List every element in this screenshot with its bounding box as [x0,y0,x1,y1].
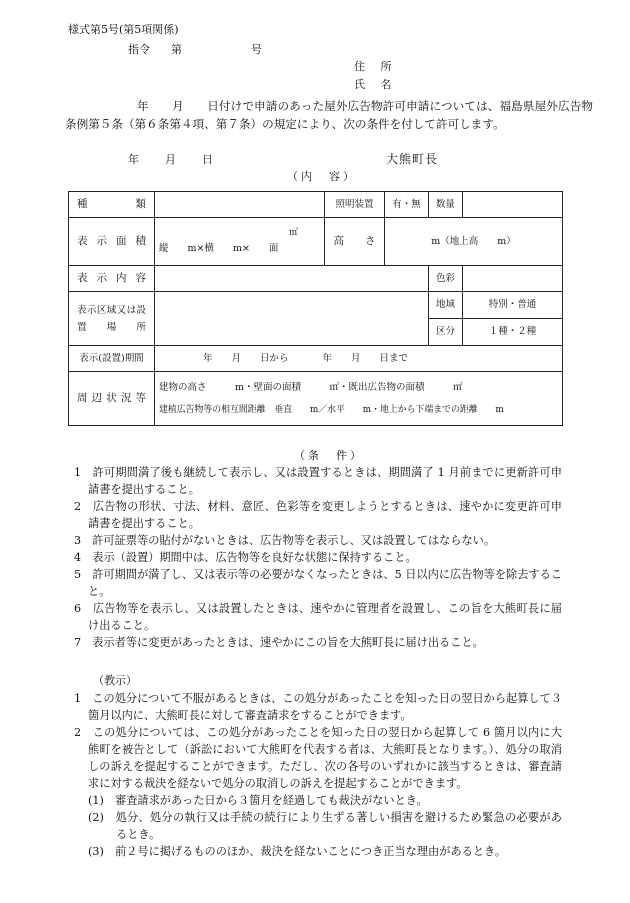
table-row [69,346,563,372]
quantity-value-cell [463,192,563,218]
region-label: 地域 [429,292,463,319]
permit-content-table [68,191,563,426]
color-value-cell [463,266,563,292]
type-label: 種類 [69,192,155,218]
list-subitem: (3) 前２号に掲げるもののほか、裁決を経ないことにつき正当な理由があるとき。 [88,845,506,858]
lighting-label: 照明装置 [325,192,385,218]
order-number-line [128,44,262,55]
issuer-name: 大熊町長 [386,152,439,166]
conditions-title: （条 件） [294,449,364,462]
order-shirei: 指令 [128,43,150,56]
conditions-list [74,464,562,651]
table-row [69,292,563,319]
issue-month: 月 [165,153,176,166]
issue-year: 年 [128,153,139,166]
notice-title: （教示） [93,674,137,687]
height-value: m（地上高 m） [385,218,563,266]
address-label: 住 所 [354,60,398,73]
table-row [69,372,563,426]
period-value-cell [155,346,563,372]
area-label: 表示面積 [69,218,155,266]
issue-day: 日 [202,153,213,166]
table-row [69,192,563,218]
list-item: 6 広告物等を表示し、又は設置したときは、速やかに管理者を設置し、この旨を大熊町長に届け出ること。 [74,602,562,632]
content-value-cell [155,266,429,292]
zone-value-cell [155,292,429,346]
period-from: 年 月 日から [203,352,289,364]
form-number: 様式第5号(第5項関係) [68,23,179,36]
list-item: 5 許可期間が満了し、又は表示等の必要がなくなったときは、5 日以内に広告物等を除去すること。 [74,568,562,598]
surround-line-1: 建物の高さ m・壁面の面積 ㎡・既出広告物の面積 ㎡ [159,381,463,393]
list-item: 1 許可期間満了後も継続して表示し、又は設置するときは、期間満了 1 月前までに更新許可申請書を提出すること。 [74,466,562,496]
area-formula: 縦 m×横 m× 面 [159,243,279,255]
order-dai: 第 [171,43,182,56]
order-go: 号 [251,43,262,56]
list-item: 1 この処分について不服があるときは、この処分があったことを知った日の翌日から起算して３箇月以内に、大熊町長に対して審査請求をすることができます。 [74,692,562,722]
period-label: 表示(設置)期間 [69,346,155,372]
list-item: 3 許可証票等の貼付がないときは、広告物等を表示し、又は設置してはならない。 [74,534,496,547]
list-item: 7 表示者等に変更があったときは、速やかにこの旨を大熊町長に届け出ること。 [74,636,484,649]
list-item: 2 この処分については、この処分があったことを知った日の翌日から起算して 6 箇月以内に大熊町を被告として（訴訟において大熊町を代表する者は、大熊町長となります。）、処分の取消しの訴えを提起することができます。ただし、次の各号のいずれかに該当するときは、審査請求に対する裁決を経ないで処分の取消しの訴えを提起することができます。 [74,726,562,790]
color-label: 色彩 [429,266,463,292]
zone-label: 表示区域又は設置場所 [69,292,155,346]
list-item: 2 広告物の形状、寸法、材料、意匠、色彩等を変更しようとするときは、速やかに変更許可申請書を提出すること。 [74,500,562,530]
height-label: 高 さ [325,218,385,266]
surround-value-cell [155,372,563,426]
list-subitem: (1) 審査請求があった日から３箇月を経過しても裁決がないとき。 [88,794,428,807]
list-subitem: (2) 処分、処分の執行又は手続の続行により生ずる著しい損害を避けるため緊急の必要があるとき。 [88,811,562,841]
surround-label: 周辺状況等 [69,372,155,426]
type-value-cell [155,192,325,218]
quantity-label: 数量 [429,192,463,218]
area-value-cell [155,218,325,266]
class-value: １種・２種 [463,319,563,346]
region-value: 特別・普通 [463,292,563,319]
notice-list [74,690,562,860]
intro-text: 年 月 日付けで申請のあった屋外広告物許可申請については、福島県屋外広告物条例第５条（第６条第４項、第７条）の規定により、次の条件を付して許可します。 [65,99,593,131]
class-label: 区分 [429,319,463,346]
content-label: 表示内容 [69,266,155,292]
issue-date [128,154,213,165]
table-row [69,218,563,266]
content-title: （内 容） [287,170,357,183]
lighting-value: 有・無 [385,192,429,218]
period-to: 年 月 日まで [322,352,409,364]
table-row [69,266,563,292]
list-item: 4 表示（設置）期間中は、広告物等を良好な状態に保持すること。 [74,551,417,564]
surround-line-2: 建植広告物等の相互間距離 垂直 m／水平 m・地上から下端までの距離 m [159,404,504,415]
area-unit: ㎡ [288,228,298,239]
name-label: 氏 名 [354,78,398,91]
